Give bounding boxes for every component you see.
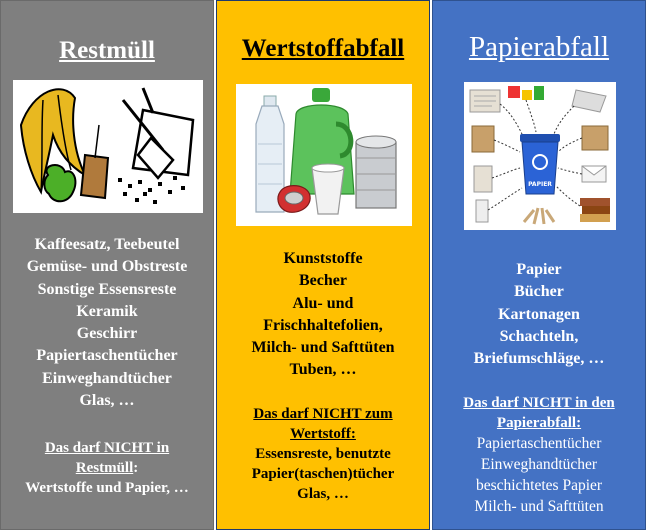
list-item: Sonstige Essensreste: [37, 280, 177, 298]
list-item: Einweghandtücher: [42, 369, 172, 387]
not-allowed-item: beschichtetes Papier: [475, 477, 603, 494]
not-allowed-heading: Papierabfall:: [496, 415, 582, 431]
allowed-items-list: [217, 248, 429, 382]
allowed-items-list: [1, 234, 213, 412]
allowed-items-list: [433, 259, 645, 370]
list-item: Kartonagen: [498, 305, 580, 323]
column-title: Papierabfall: [468, 31, 610, 63]
not-allowed-heading: Das darf NICHT in den: [463, 395, 615, 411]
wertstoff-illustration: [236, 84, 412, 226]
column-wertstoff: [216, 0, 430, 530]
list-item: Alu- und: [292, 294, 354, 312]
not-allowed-heading: Wertstoff:: [290, 426, 356, 442]
not-allowed-item: Einweghandtücher: [480, 456, 598, 473]
not-allowed-item: Papier(taschen)tücher: [251, 466, 395, 482]
list-item: Briefumschläge, …: [473, 350, 605, 368]
not-allowed-section: [217, 404, 429, 504]
column-restmuell: [0, 0, 214, 530]
not-allowed-list: [433, 433, 645, 517]
not-allowed-item: Wertstoffe und Papier, …: [25, 480, 189, 496]
banana-apple-broom-icon: [13, 80, 203, 213]
list-item: Papier: [516, 261, 562, 278]
list-item: Papiertaschentücher: [36, 347, 178, 365]
list-item: Geschirr: [76, 325, 138, 343]
not-allowed-heading: Das darf NICHT in: [44, 440, 170, 456]
bottles-cans-cup-icon: [236, 84, 412, 226]
list-item: Bücher: [514, 283, 564, 301]
not-allowed-heading: Das darf NICHT zum: [253, 406, 393, 422]
not-allowed-heading: Restmüll:: [75, 460, 139, 476]
list-item: Frischhaltefolien,: [263, 316, 383, 334]
list-item: Gemüse- und Obstreste: [26, 258, 188, 276]
list-item: Becher: [299, 272, 347, 290]
list-item: Tuben, …: [289, 361, 357, 379]
not-allowed-item: Glas, …: [297, 486, 349, 502]
list-item: Keramik: [76, 302, 138, 320]
list-item: Milch- und Safttüten: [251, 339, 395, 357]
list-item: Kaffeesatz, Teebeutel: [34, 236, 180, 253]
list-item: Kunststoffe: [283, 250, 363, 267]
papier-illustration: [464, 82, 616, 230]
list-item: Glas, …: [79, 392, 135, 410]
not-allowed-section: [1, 438, 213, 498]
not-allowed-item: Milch- und Safttüten: [474, 498, 604, 515]
column-title: Wertstoffabfall: [241, 35, 405, 62]
list-item: Schachteln,: [499, 327, 579, 345]
not-allowed-item: Essensreste, benutzte: [255, 446, 391, 462]
column-papier: [432, 0, 646, 530]
not-allowed-section: [433, 393, 645, 517]
not-allowed-item: Papiertaschentücher: [476, 435, 602, 452]
restmuell-illustration: [13, 80, 203, 213]
column-title: Restmüll: [59, 37, 155, 64]
paper-bin-icon: [464, 82, 616, 230]
bin-label: PAPIER: [528, 181, 552, 188]
